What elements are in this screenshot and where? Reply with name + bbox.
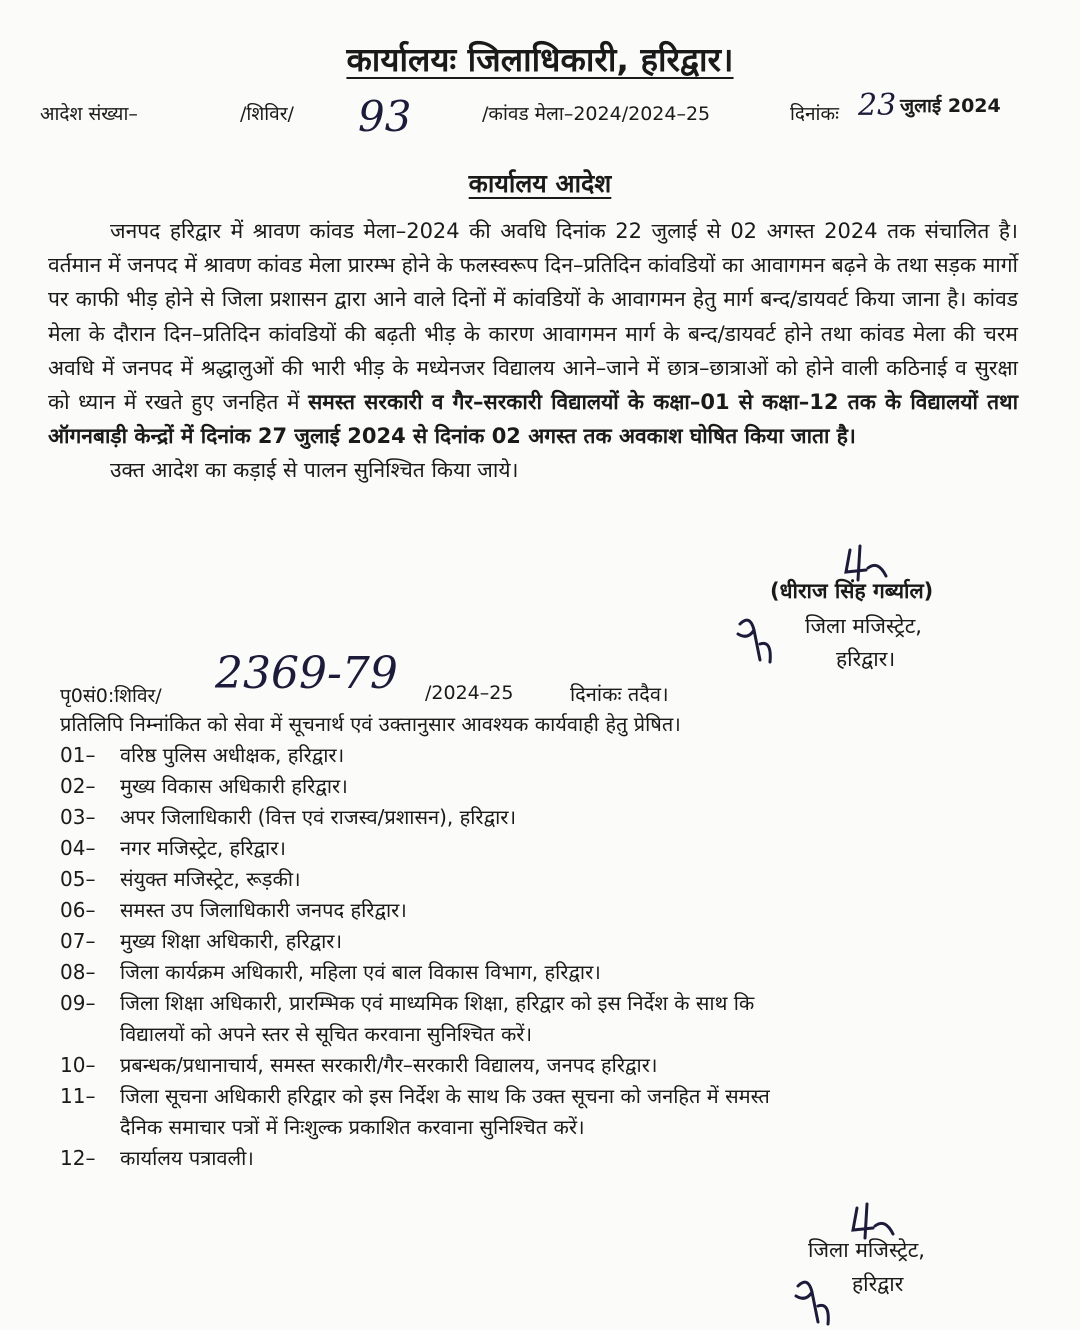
copy-intro: प्रतिलिपि निम्नांकित को सेवा में सूचनार्थ एवं उक्तानुसार आवश्यक कार्यवाही हेतु प्रेषित। — [60, 712, 681, 736]
list-item: 11– जिला सूचना अधिकारी हरिद्वार को इस निर्देश के साथ कि उक्त सूचना को जनहित में समस्त — [60, 1084, 770, 1108]
list-item-continuation: विद्यालयों को अपने स्तर से सूचित करवाना सुनिश्चित करें। — [120, 1022, 533, 1046]
signatory2-place: हरिद्वार — [852, 1272, 904, 1296]
copy-ref-label: पृ0सं0:शिविर/ — [60, 685, 162, 707]
list-item: 02– मुख्य विकास अधिकारी हरिद्वार। — [60, 774, 348, 798]
signatory-place: हरिद्वार। — [836, 647, 896, 671]
initials-mark-icon — [730, 610, 780, 670]
handwritten-date: 23 — [858, 88, 897, 123]
list-item: 03– अपर जिलाधिकारी (वित्त एवं राजस्व/प्रशासन), हरिद्वार। — [60, 805, 517, 829]
list-item: 12– कार्यालय पत्रावली। — [60, 1146, 254, 1170]
body-bold-text: समस्त सरकारी व गैर–सरकारी विद्यालयों के कक्षा–01 से कक्षा–12 तक के विद्यालयों तथा ऑगनबाड़ी केन्द्रों में दिनांक 27 जुलाई 2024 से दिनांक 02 अगस्त तक अवकाश घोषित किया जाता है। — [48, 390, 1019, 449]
list-item-continuation: दैनिक समाचार पत्रों में निःशुल्क प्रकाशित करवाना सुनिश्चित करें। — [120, 1115, 585, 1139]
office-title: कार्यालयः जिलाधिकारी, हरिद्वार। — [346, 40, 734, 79]
shivir-text: /शिविर/ — [240, 103, 294, 125]
recipients-list — [60, 740, 1030, 1174]
list-item: 10– प्रबन्धक/प्रधानाचार्य, समस्त सरकारी/गैर–सरकारी विद्यालय, जनपद हरिद्वार। — [60, 1053, 658, 1077]
initials-mark-icon — [788, 1272, 838, 1327]
handwritten-order-number: 93 — [358, 92, 412, 141]
list-item: 04– नगर मजिस्ट्रेट, हरिद्वार। — [60, 836, 286, 860]
signatory2-designation: जिला मजिस्ट्रेट, — [808, 1238, 925, 1262]
list-item: 06– समस्त उप जिलाधिकारी जनपद हरिद्वार। — [60, 898, 407, 922]
signatory-name: (धीराज सिंह गर्ब्याल) — [770, 579, 934, 603]
order-body — [48, 214, 1018, 488]
copy-ref-year: /2024–25 — [425, 682, 514, 704]
list-item: 09– जिला शिक्षा अधिकारी, प्रारम्भिक एवं माध्यमिक शिक्षा, हरिद्वार को इस निर्देश के साथ कि — [60, 991, 755, 1015]
closing-line: उक्त आदेश का कड़ाई से पालन सुनिश्चित किया जाये। — [110, 458, 519, 483]
copy-ref-date: दिनांकः तदैव। — [570, 682, 669, 706]
handwritten-copy-number: 2369-79 — [215, 648, 398, 699]
mela-reference: /कांवड मेला–2024/2024–25 — [482, 103, 711, 125]
body-text: जनपद हरिद्वार में श्रावण कांवड मेला–2024 की अवधि दिनांक 22 जुलाई से 02 अगस्त 2024 तक संचालित है। वर्तमान में जनपद में श्रावण कांवड मेला प्रारम्भ होने के फलस्वरूप दिन–प्रतिदिन कांवडियों का आवागमन बढ़ने के तथा सड़क मार्गो पर काफी भीड़ होने से जिला प्रशासन द्वारा आने वाले दिनों में कांवडियों के आवागमन हेतु मार्ग बन्द/डायवर्ट किया जाना है। कांवड मेला के दौरान दिन–प्रतिदिन कांवडियों की बढ़ती भीड़ के कारण आवागमन मार्ग के बन्द/डायवर्ट होने तथा कांवड मेला की चरम अवधि में जनपद में श्रद्धालुओं की भारी भीड़ के मध्येनजर विद्यालय आने–जाने में छात्र–छात्राओं को होने वाली कठिनाई व सुरक्षा को ध्यान में रखते हुए जनहित में — [48, 219, 1018, 415]
list-item: 05– संयुक्त मजिस्ट्रेट, रूड़की। — [60, 867, 301, 891]
signatory-designation: जिला मजिस्ट्रेट, — [805, 614, 922, 638]
date-label: दिनांकः — [790, 103, 839, 125]
order-title: कार्यालय आदेश — [468, 169, 612, 198]
list-item: 07– मुख्य शिक्षा अधिकारी, हरिद्वार। — [60, 929, 343, 953]
list-item: 08– जिला कार्यक्रम अधिकारी, महिला एवं बाल विकास विभाग, हरिद्वार। — [60, 960, 601, 984]
order-number-label: आदेश संख्या– — [40, 103, 138, 125]
date-month-year: जुलाई 2024 — [900, 95, 1001, 117]
list-item: 01– वरिष्ठ पुलिस अधीक्षक, हरिद्वार। — [60, 743, 345, 767]
